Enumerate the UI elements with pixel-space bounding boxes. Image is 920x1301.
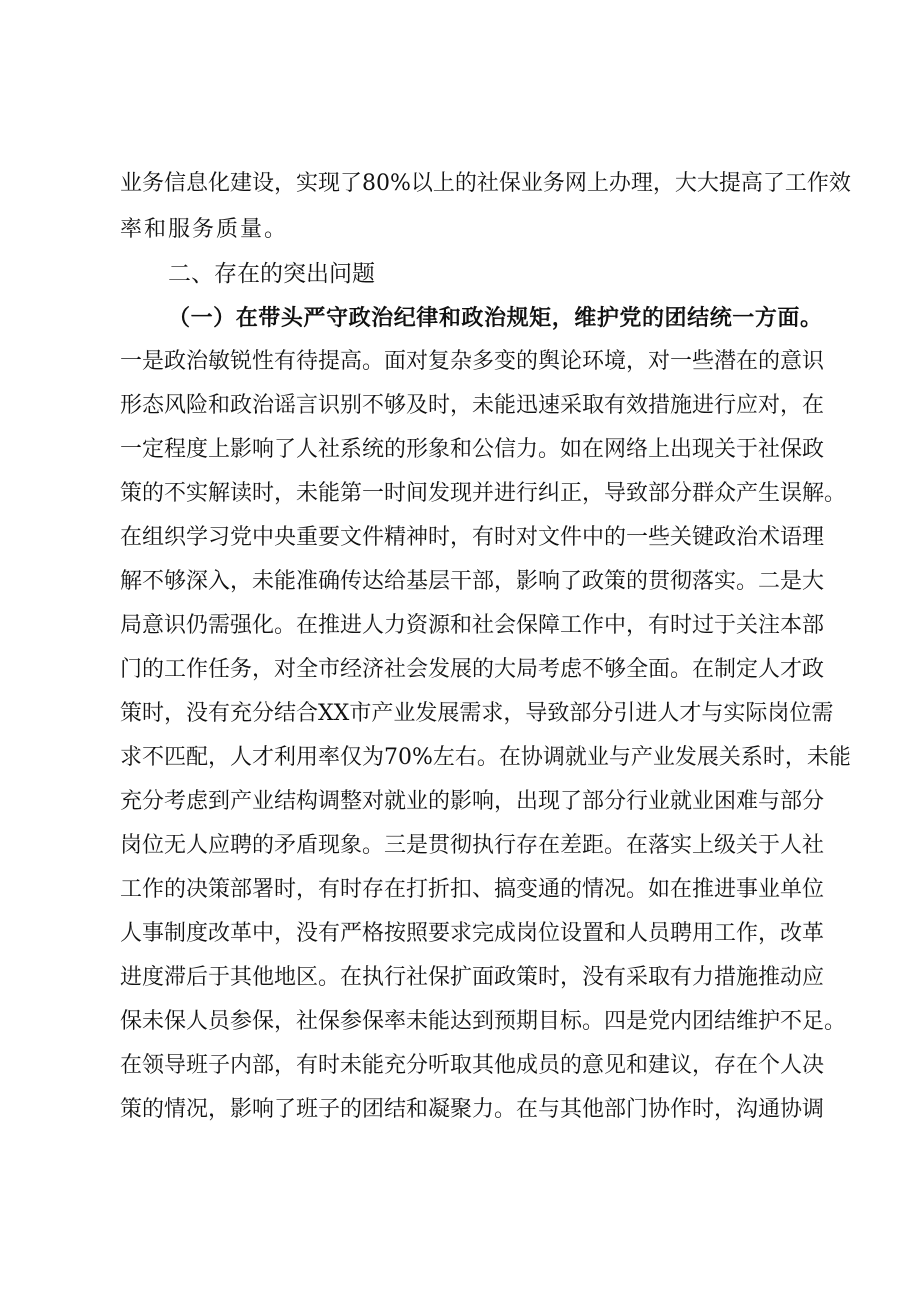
body-line-17: 在领导班子内部，有时未能充分听取其他成员的意见和建议，存在个人决 <box>120 1053 825 1078</box>
body-line-3: 一定程度上影响了人社系统的形象和公信力。如在网络上出现关于社保政 <box>120 437 825 462</box>
body-line-4: 策的不实解读时，未能第一时间发现并进行纠正，导致部分群众产生误解。 <box>120 481 847 506</box>
body-line-10: 求不匹配，人才利用率仅为70%左右。在协调就业与产业发展关系时，未能 <box>120 745 851 770</box>
body-line-14: 人事制度改革中，没有严格按照要求完成岗位设置和人员聘用工作，改革 <box>120 921 825 946</box>
body-line-13: 工作的决策部署时，有时存在打折扣、搞变通的情况。如在推进事业单位 <box>120 877 825 902</box>
body-line-11: 充分考虑到产业结构调整对就业的影响，出现了部分行业就业困难与部分 <box>120 789 825 814</box>
body-line-15: 进度滞后于其他地区。在执行社保扩面政策时，没有采取有力措施推动应 <box>120 965 825 990</box>
intro-line-1: 业务信息化建设，实现了80%以上的社保业务网上办理，大大提高了工作效 <box>120 171 851 196</box>
body-line-5: 在组织学习党中央重要文件精神时，有时对文件中的一些关键政治术语理 <box>120 525 825 550</box>
body-line-7: 局意识仍需强化。在推进人力资源和社会保障工作中，有时过于关注本部 <box>120 613 825 638</box>
intro-line-2: 率和服务质量。 <box>120 217 289 242</box>
body-line-9: 策时，没有充分结合XX市产业发展需求，导致部分引进人才与实际岗位需 <box>120 701 834 726</box>
subsection-heading: （一）在带头严守政治纪律和政治规矩，维护党的团结统一方面。 <box>168 305 822 331</box>
body-line-2: 形态风险和政治谣言识别不够及时，未能迅速采取有效措施进行应对，在 <box>120 393 825 418</box>
body-line-6: 解不够深入，未能准确传达给基层干部，影响了政策的贯彻落实。二是大 <box>120 569 825 594</box>
section-heading: 二、存在的突出问题 <box>168 261 375 287</box>
body-line-16: 保未保人员参保，社保参保率未能达到预期目标。四是党内团结维护不足。 <box>120 1009 847 1034</box>
body-line-8: 门的工作任务，对全市经济社会发展的大局考虑不够全面。在制定人才政 <box>120 657 825 682</box>
body-line-18: 策的情况，影响了班子的团结和凝聚力。在与其他部门协作时，沟通协调 <box>120 1097 825 1122</box>
body-line-12: 岗位无人应聘的矛盾现象。三是贯彻执行存在差距。在落实上级关于人社 <box>120 833 825 858</box>
body-line-1: 一是政治敏锐性有待提高。面对复杂多变的舆论环境，对一些潜在的意识 <box>120 349 825 374</box>
